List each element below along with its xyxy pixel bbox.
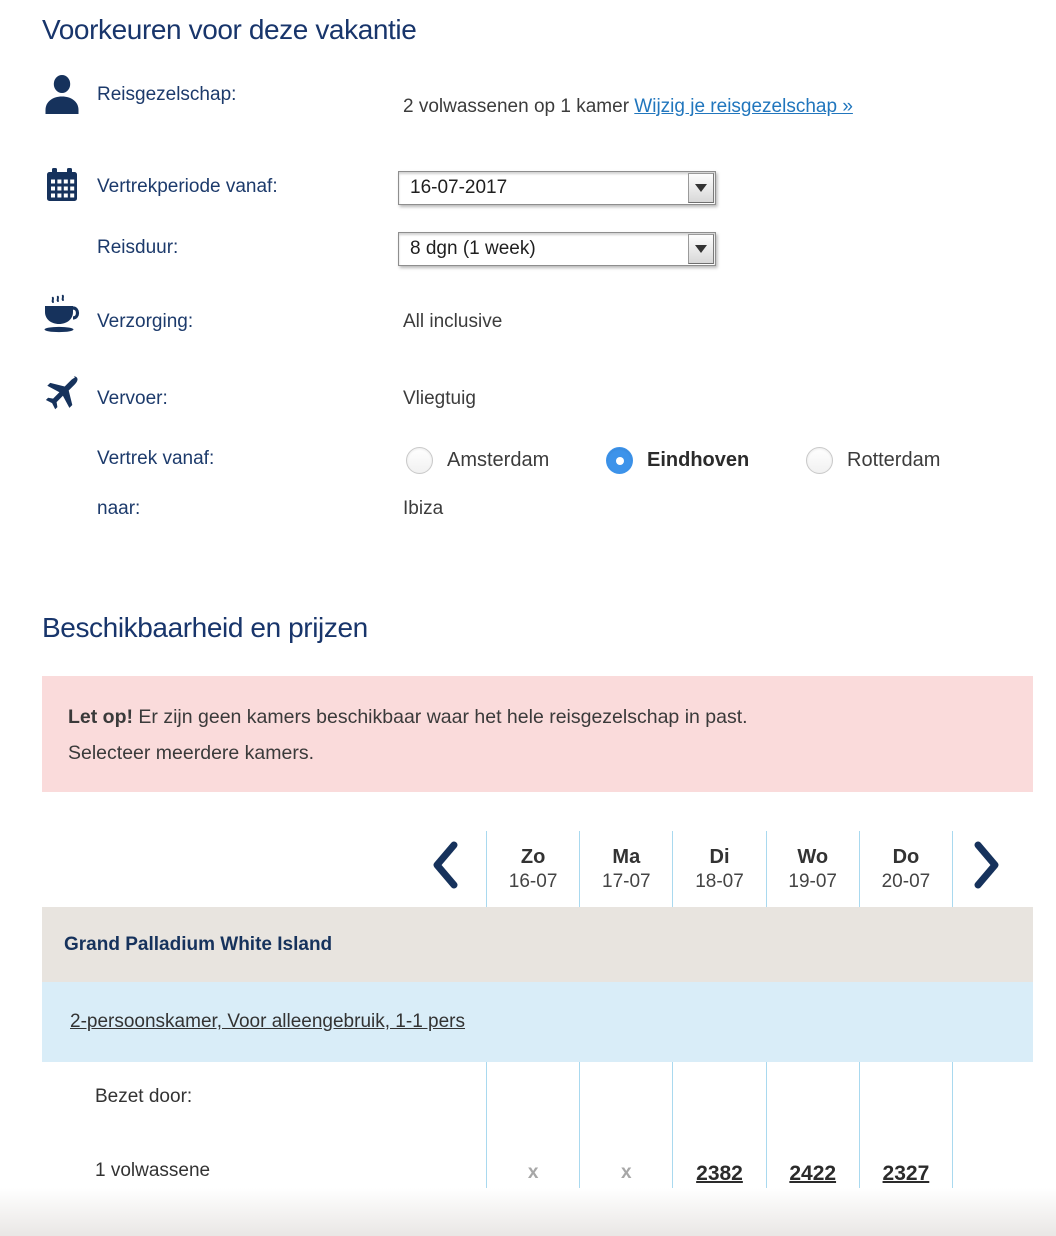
dropdown-arrow-icon[interactable]	[688, 173, 714, 203]
warning-bold-text: Let op!	[68, 706, 133, 728]
transport-value: Vliegtuig	[403, 388, 476, 409]
departure-from-label: Vertrek vanaf:	[97, 448, 215, 469]
radio-eindhoven[interactable]	[606, 447, 749, 474]
reisgezelschap-value	[403, 96, 853, 118]
board-label: Verzorging:	[97, 311, 194, 332]
warning-line1: Er zijn geen kamers beschikbaar waar het hele reisgezelschap in past.	[138, 706, 748, 728]
day-header-row	[486, 831, 953, 907]
price-link[interactable]: 2422	[789, 1162, 837, 1185]
availability-title: Beschikbaarheid en prijzen	[42, 612, 368, 643]
room-row	[42, 982, 1033, 1062]
departure-period-label: Vertrekperiode vanaf:	[97, 176, 278, 197]
price-link[interactable]: 2327	[882, 1162, 930, 1185]
radio-amsterdam[interactable]	[406, 447, 549, 474]
radio-icon[interactable]	[406, 447, 433, 474]
calendar-icon	[46, 168, 78, 207]
price-value: x	[527, 1162, 539, 1183]
dropdown-arrow-icon[interactable]	[688, 234, 714, 264]
duration-label: Reisduur:	[97, 237, 179, 258]
bottom-fade	[0, 1188, 1056, 1236]
price-value: x	[621, 1162, 632, 1183]
occupancy-label: Bezet door:	[95, 1086, 193, 1107]
preferences-title: Voorkeuren voor deze vakantie	[42, 14, 417, 45]
price-link[interactable]: 2382	[696, 1162, 743, 1185]
chevron-left-icon	[430, 841, 460, 889]
day-column-header: Do 20-07	[859, 831, 953, 907]
change-party-link[interactable]: Wijzig je reisgezelschap »	[634, 96, 853, 117]
chevron-right-icon	[972, 841, 1002, 889]
day-column-header: Ma 17-07	[579, 831, 672, 907]
board-value: All inclusive	[403, 311, 503, 332]
calendar-prev-button[interactable]	[430, 841, 464, 891]
radio-rotterdam-label: Rotterdam	[847, 449, 941, 471]
transport-label: Vervoer:	[97, 388, 168, 409]
destination-label: naar:	[97, 498, 141, 519]
reisgezelschap-label: Reisgezelschap:	[97, 84, 237, 105]
calendar-next-button[interactable]	[972, 841, 1006, 891]
radio-icon[interactable]	[806, 447, 833, 474]
hotel-name: Grand Palladium White Island	[64, 933, 333, 955]
party-summary: 2 volwassenen op 1 kamer	[403, 96, 630, 117]
radio-amsterdam-label: Amsterdam	[447, 449, 550, 471]
radio-eindhoven-label: Eindhoven	[647, 449, 750, 471]
departure-date-select[interactable]	[398, 171, 716, 205]
day-column-header: Di 18-07	[672, 831, 765, 907]
warning-banner	[42, 676, 1033, 792]
duration-select[interactable]	[398, 232, 716, 266]
radio-rotterdam[interactable]	[806, 447, 940, 474]
radio-icon[interactable]	[606, 447, 633, 474]
day-column-header: Wo 19-07	[766, 831, 859, 907]
person-icon	[44, 74, 80, 119]
room-type-link[interactable]: 2-persoonskamer, Voor alleengebruik, 1-1 pers	[70, 1011, 466, 1032]
occupant-label: 1 volwassene	[95, 1160, 211, 1181]
coffee-icon	[40, 292, 84, 339]
warning-line2: Selecteer meerdere kamers.	[68, 742, 315, 764]
duration-value: 8 dgn (1 week)	[410, 238, 536, 259]
airplane-icon	[40, 374, 80, 419]
hotel-row	[42, 907, 1033, 982]
day-column-header: Zo 16-07	[486, 831, 579, 907]
destination-value: Ibiza	[403, 498, 444, 519]
departure-date-value: 16-07-2017	[410, 177, 508, 198]
